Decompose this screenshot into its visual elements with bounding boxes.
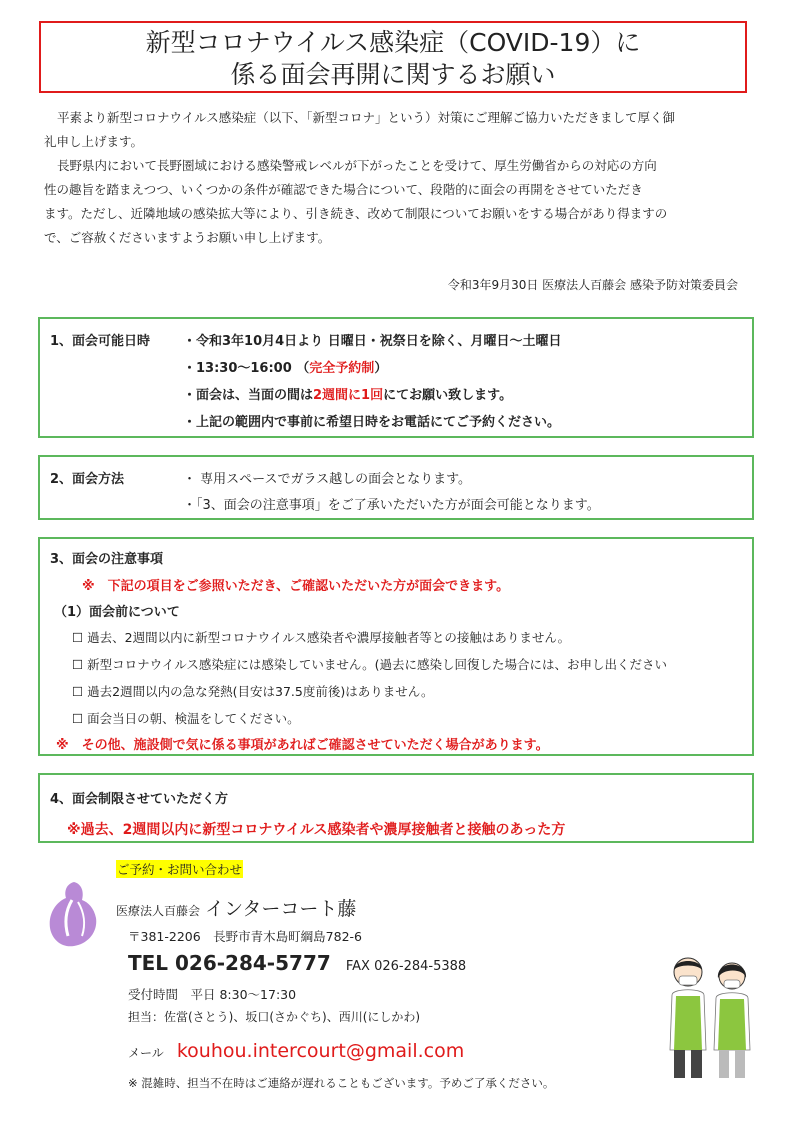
mail-label: メール: [128, 1046, 164, 1060]
intro-para2-line1: 長野県内において長野圏域における感染警戒レベルが下がったことを受けて、厚生労働省からの対応の方向: [57, 158, 657, 173]
email-line: [128, 1040, 464, 1062]
signature: 令和3年9月30日 医療法人百藤会 感染予防対策委員会: [447, 278, 738, 292]
staff-illustration-icon: [660, 950, 760, 1085]
section-2-heading: 2、面会方法: [50, 472, 125, 487]
check-item: ☐ 過去2週間以内の急な発熱(目安は37.5度前後)はありません。: [72, 684, 434, 699]
section-1-box: [38, 317, 754, 438]
phone-line: [128, 951, 466, 975]
reservation-note: 完全予約制: [309, 361, 375, 376]
section-2-box: [38, 455, 754, 520]
section-3-subheading: （1）面会前について: [54, 605, 180, 620]
section-2-item-1: ・ 専用スペースでガラス越しの面会となります。: [183, 472, 472, 487]
office-hours: 受付時間 平日 8:30～17:30: [128, 987, 297, 1002]
section-4-note: ※過去、2週間以内に新型コロナウイルス感染者や濃厚接触者と接触のあった方: [67, 822, 566, 838]
contact-label: ご予約・お問い合わせ: [117, 862, 243, 877]
email-link[interactable]: kouhou.intercourt@gmail.com: [176, 1040, 465, 1062]
section-4-box: [38, 773, 754, 843]
section-1-item-2: ・13:30～16:00 （完全予約制）: [183, 361, 388, 376]
title-line-1: 新型コロナウイルス感染症（COVID-19）に: [145, 28, 641, 57]
section-1-heading: 1、面会可能日時: [50, 334, 151, 349]
section-2-item-2: ・「3、面会の注意事項」をご了承いただいた方が面会可能となります。: [183, 498, 600, 513]
section-1-item-1: ・令和3年10月4日より 日曜日・祝祭日を除く、月曜日～土曜日: [183, 334, 562, 349]
address: 〒381-2206 長野市青木島町綱島782-6: [128, 929, 363, 944]
section-3-heading: 3、面会の注意事項: [50, 552, 164, 567]
section-4-heading: 4、面会制限させていただく方: [50, 792, 229, 807]
section-1-item-4: ・上記の範囲内で事前に希望日時をお電話にてご予約ください。: [183, 415, 561, 430]
frequency-note: 2週間に1回: [313, 388, 384, 403]
tel-number[interactable]: TEL 026-284-5777: [128, 951, 331, 975]
org-prefix: 医療法人百藤会: [116, 904, 201, 918]
title-line-2: 係る面会再開に関するお願い: [230, 60, 556, 89]
intro-para2-line4: で、ご容赦くださいますようお願い申し上げます。: [44, 230, 331, 245]
check-item: ☐ 面会当日の朝、検温をしてください。: [72, 711, 300, 726]
contact-footnote: ※ 混雑時、担当不在時はご連絡が遅れることもございます。予めご了承ください。: [128, 1076, 555, 1090]
fax-number: FAX 026-284-5388: [345, 959, 467, 974]
organization-logo-icon: [44, 878, 100, 950]
staff-names: 担当：佐當(さとう)、坂口(さかぐち)、西川(にしかわ): [128, 1010, 421, 1024]
title-box: [39, 21, 747, 93]
intro-para2-line2: 性の趣旨を踏まえつつ、いくつかの条件が確認できた場合について、段階的に面会の再開をさせていただき: [44, 182, 643, 197]
org-line: [116, 894, 356, 921]
section-1-item-3: ・面会は、当面の間は2週間に1回にてお願い致します。: [183, 388, 513, 403]
section-3-box: [38, 537, 754, 756]
section-3-footer-note: ※ その他、施設側で気に係る事項があればご確認させていただく場合があります。: [56, 738, 549, 753]
check-item: ☐ 新型コロナウイルス感染症には感染していません。(過去に感染し回復した場合には、お申し出ください: [72, 657, 668, 672]
intro-para2-line3: ます。ただし、近隣地域の感染拡大等により、引き続き、改めて制限についてお願いをする場合があり得ますの: [44, 206, 668, 221]
intro-para1-line2: 礼申し上げます。: [44, 134, 144, 149]
org-name: インターコート藤: [205, 898, 357, 920]
intro-para1-line1: 平素より新型コロナウイルス感染症（以下、「新型コロナ」という）対策にご理解ご協力いただきまして厚く御: [57, 110, 676, 125]
intro-text: [44, 106, 754, 250]
section-3-note: ※ 下記の項目をご参照いただき、ご確認いただいた方が面会できます。: [82, 579, 510, 594]
check-item: ☐ 過去、2週間以内に新型コロナウイルス感染者や濃厚接触者等との接触はありません。: [72, 630, 571, 645]
